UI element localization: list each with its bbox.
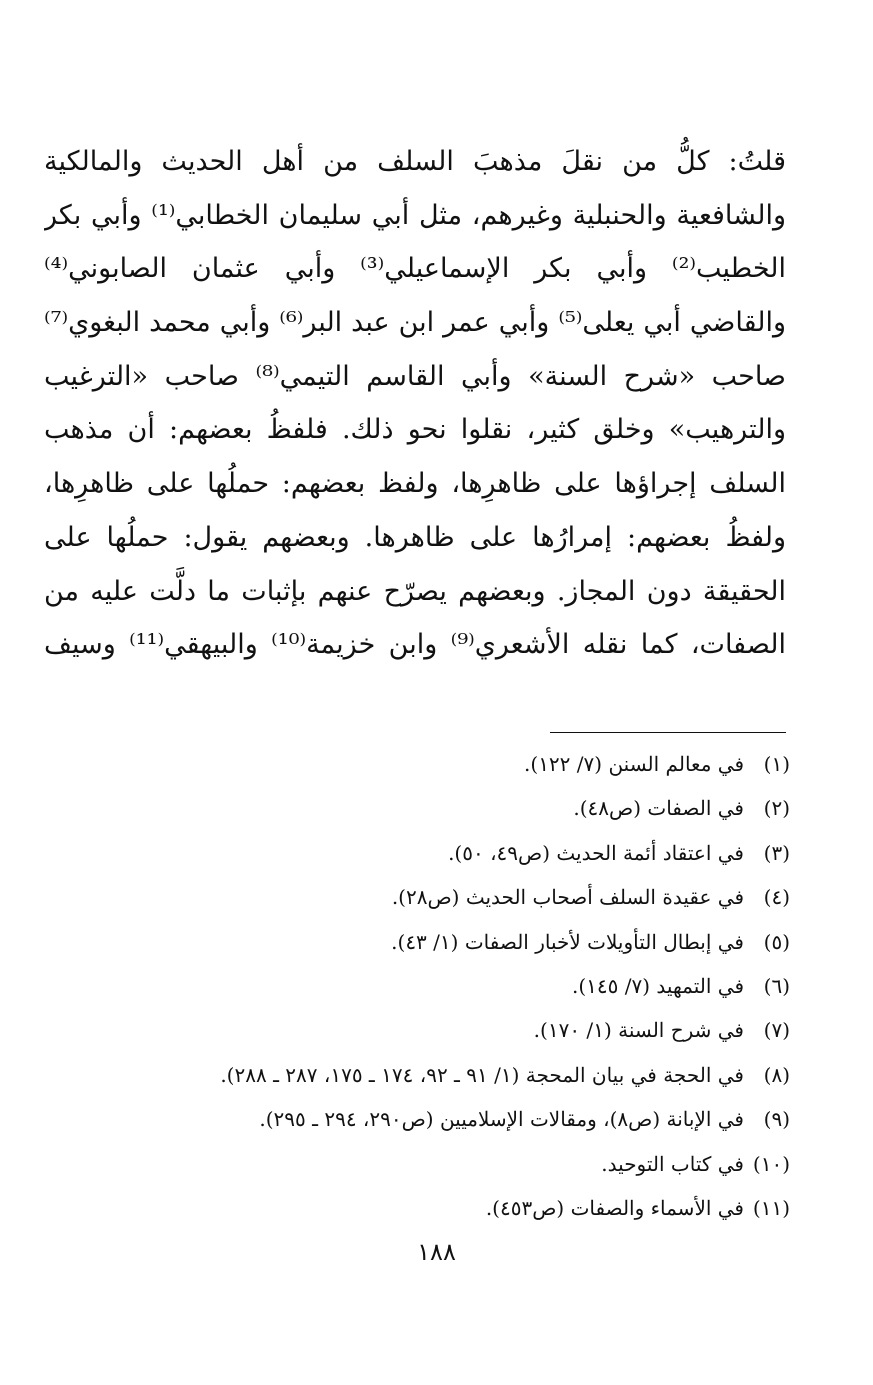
text-line: الحقيقة دون المجاز. وبعضهم يصرّح عنهم بإثبات ما دلَّت عليه من — [44, 575, 786, 607]
footnote-text: في الإبانة (ص٨)، ومقالات الإسلاميين (ص٢٩٠، ٢٩٤ ـ ٢٩٥). — [259, 1107, 744, 1132]
footnote-item — [60, 1097, 790, 1141]
footnote-item — [60, 1186, 790, 1230]
footnote-item — [60, 831, 790, 875]
footnote-number: (٢) — [763, 796, 790, 821]
footnote-item — [60, 875, 790, 919]
footnote-text: في إبطال التأويلات لأخبار الصفات (١/ ٤٣). — [391, 929, 744, 954]
page-number: ١٨٨ — [417, 1238, 456, 1266]
text-line: ولفظُ بعضهم: إمرارُها على ظاهرها. وبعضهم يقول: حملُها على — [44, 521, 786, 553]
footnote-number: (١) — [763, 752, 790, 776]
footnote-number: (١١) — [752, 1195, 790, 1220]
footnote-number: (٦) — [763, 973, 790, 998]
footnote-item — [60, 920, 790, 964]
footnote-item — [60, 1008, 790, 1052]
footnote-text: في الحجة في بيان المحجة (١/ ٩١ ـ ٩٢، ١٧٤ ـ ١٧٥، ٢٨٧ ـ ٢٨٨). — [220, 1062, 744, 1087]
footnote-separator — [550, 732, 786, 733]
footnote-number: (٥) — [763, 929, 790, 954]
text-line: والترهيب» وخلق كثير، نقلوا نحو ذلك. فلفظُ بعضهم: أن مذهب — [44, 414, 786, 446]
footnote-text: في الصفات (ص٤٨). — [573, 796, 744, 821]
text-line: قلتُ: كلُّ من نقلَ مذهبَ السلف من أهل الحديث والمالكية — [44, 146, 786, 177]
footnote-text: في شرح السنة (١/ ١٧٠). — [533, 1018, 744, 1043]
footnote-list — [60, 742, 790, 1230]
footnote-number: (١٠) — [752, 1151, 790, 1176]
footnote-item — [60, 964, 790, 1008]
footnote-number: (٤) — [763, 885, 790, 910]
footnote-number: (٣) — [763, 840, 790, 865]
footnote-text: في معالم السنن (٧/ ١٢٢). — [524, 752, 744, 776]
footnote-item — [60, 1053, 790, 1097]
footnote-text: في التمهيد (٧/ ١٤٥). — [571, 973, 744, 998]
footnote-item — [60, 786, 790, 830]
text-line: صاحب «شرح السنة» وأبي القاسم التيمي⁽⁸⁾ صاحب «الترغيب — [44, 360, 786, 392]
text-line: والقاضي أبي يعلى⁽⁵⁾ وأبي عمر ابن عبد البر⁽⁶⁾ وأبي محمد البغوي⁽⁷⁾ — [44, 307, 786, 339]
footnote-number: (٧) — [763, 1018, 790, 1043]
text-line: الخطيب⁽²⁾ وأبي بكر الإسماعيلي⁽³⁾ وأبي عثمان الصابوني⁽⁴⁾ — [44, 253, 786, 285]
footnote-text: في كتاب التوحيد. — [601, 1151, 744, 1176]
footnote-number: (٨) — [763, 1062, 790, 1087]
text-line: والشافعية والحنبلية وغيرهم، مثل أبي سليمان الخطابي⁽¹⁾ وأبي بكر — [44, 199, 786, 231]
text-line: الصفات، كما نقله الأشعري⁽⁹⁾ وابن خزيمة⁽¹⁰⁾ والبيهقي⁽¹¹⁾ وسيف — [44, 629, 786, 661]
main-text — [44, 135, 786, 672]
text-line: السلف إجراؤها على ظاهرِها، ولفظ بعضهم: حملُها على ظاهرِها، — [44, 468, 786, 500]
footnote-number: (٩) — [763, 1107, 790, 1132]
footnote-text: في عقيدة السلف أصحاب الحديث (ص٢٨). — [391, 885, 744, 910]
footnote-item — [60, 1142, 790, 1186]
footnote-text: في الأسماء والصفات (ص٤٥٣). — [485, 1195, 744, 1220]
footnote-text: في اعتقاد أئمة الحديث (ص٤٩، ٥٠). — [448, 840, 744, 865]
footnote-item — [60, 742, 790, 786]
